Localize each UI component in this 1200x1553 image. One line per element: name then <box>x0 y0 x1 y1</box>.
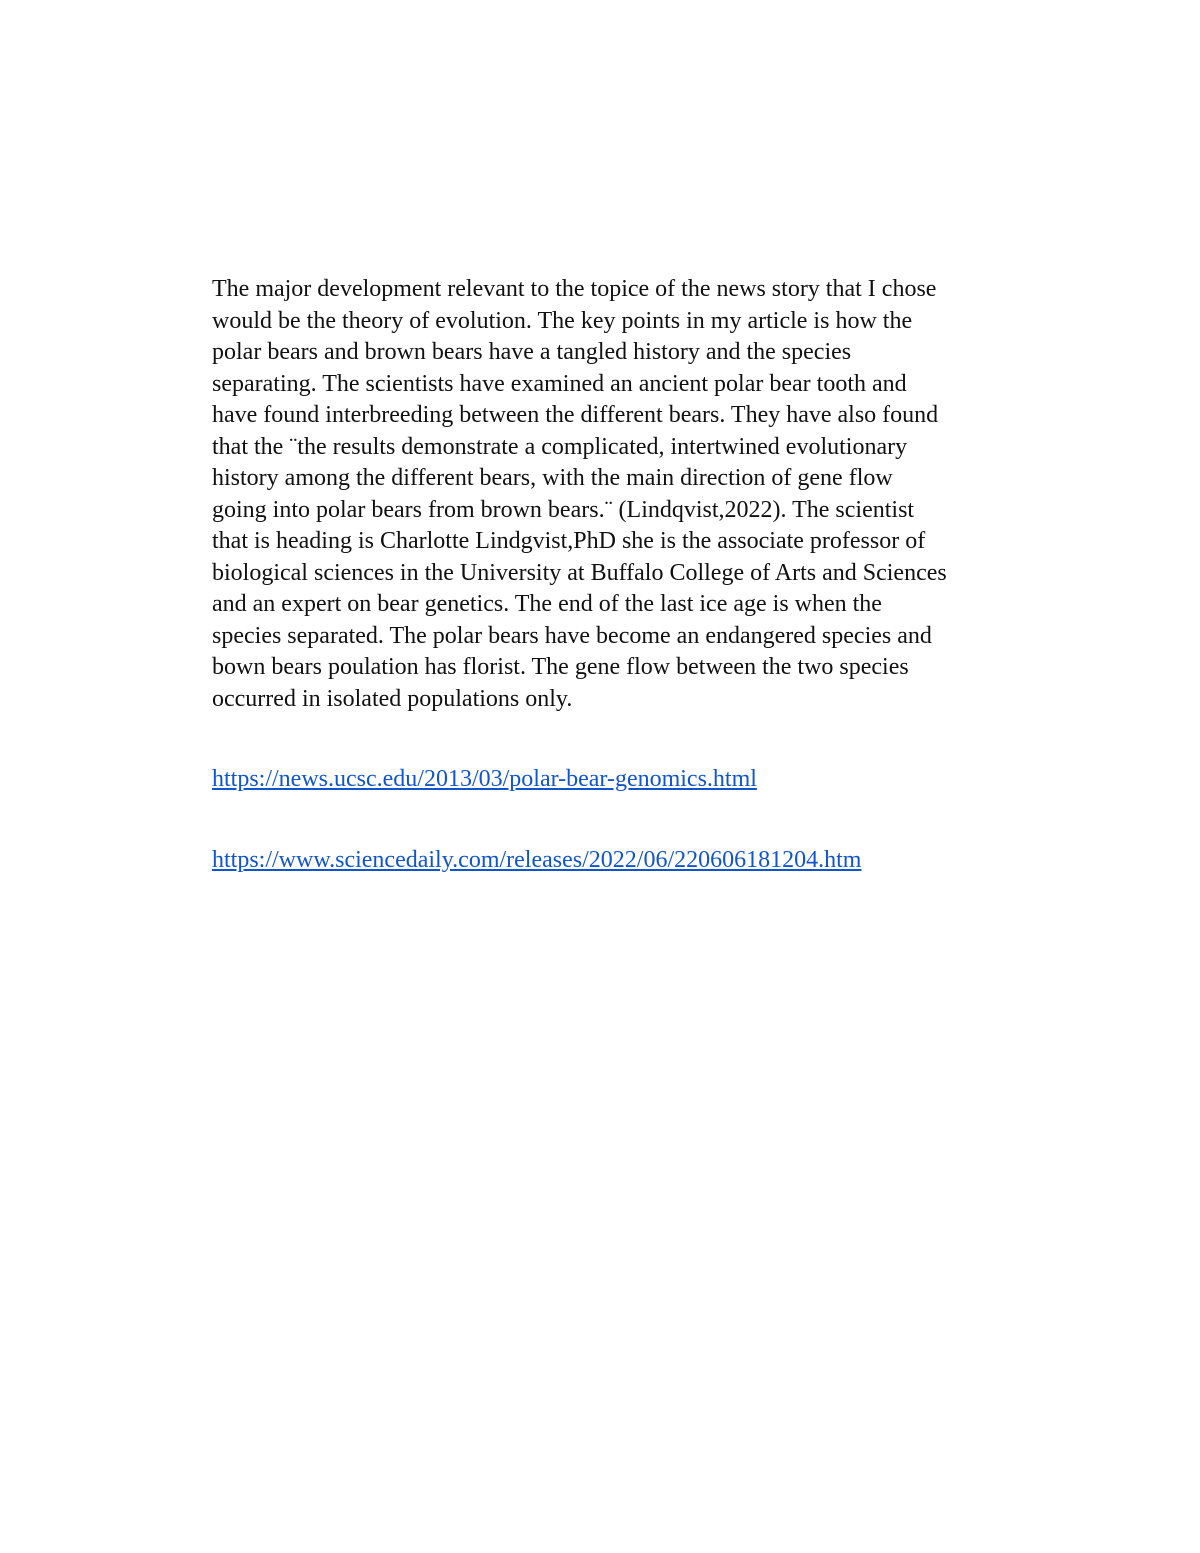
body-paragraph <box>212 274 1072 715</box>
paragraph-line-7: history among the different bears, with the main direction of gene flow <box>212 465 893 491</box>
paragraph-line-8: going into polar bears from brown bears.¨ (Lindqvist,2022). The scientist <box>212 496 915 523</box>
paragraph-line-10: biological sciences in the University at Buffalo College of Arts and Sciences <box>212 559 947 586</box>
paragraph-line-11: and an expert on bear genetics. The end of the last ice age is when the <box>212 591 882 617</box>
paragraph-line-6: that the ¨the results demonstrate a complicated, intertwined evolutionary <box>212 433 908 460</box>
paragraph-line-5: have found interbreeding between the different bears. They have also found <box>212 402 939 428</box>
source-link-sciencedaily[interactable]: https://www.sciencedaily.com/releases/2022/06/220606181204.htm <box>212 847 862 873</box>
paragraph-line-14: occurred in isolated populations only. <box>212 685 573 712</box>
paragraph-line-1: The major development relevant to the topice of the news story that I chose <box>212 276 937 302</box>
paragraph-line-2: would be the theory of evolution. The key points in my article is how the <box>212 307 913 334</box>
paragraph-line-13: bown bears poulation has florist. The gene flow between the two species <box>212 654 909 680</box>
paragraph-line-3: polar bears and brown bears have a tangled history and the species <box>212 339 852 365</box>
paragraph-line-4: separating. The scientists have examined an ancient polar bear tooth and <box>212 370 907 397</box>
source-link-ucsc[interactable]: https://news.ucsc.edu/2013/03/polar-bear-genomics.html <box>212 766 757 792</box>
paragraph-line-9: that is heading is Charlotte Lindgvist,PhD she is the associate professor of <box>212 528 926 554</box>
paragraph-line-12: species separated. The polar bears have become an endangered species and <box>212 622 932 649</box>
